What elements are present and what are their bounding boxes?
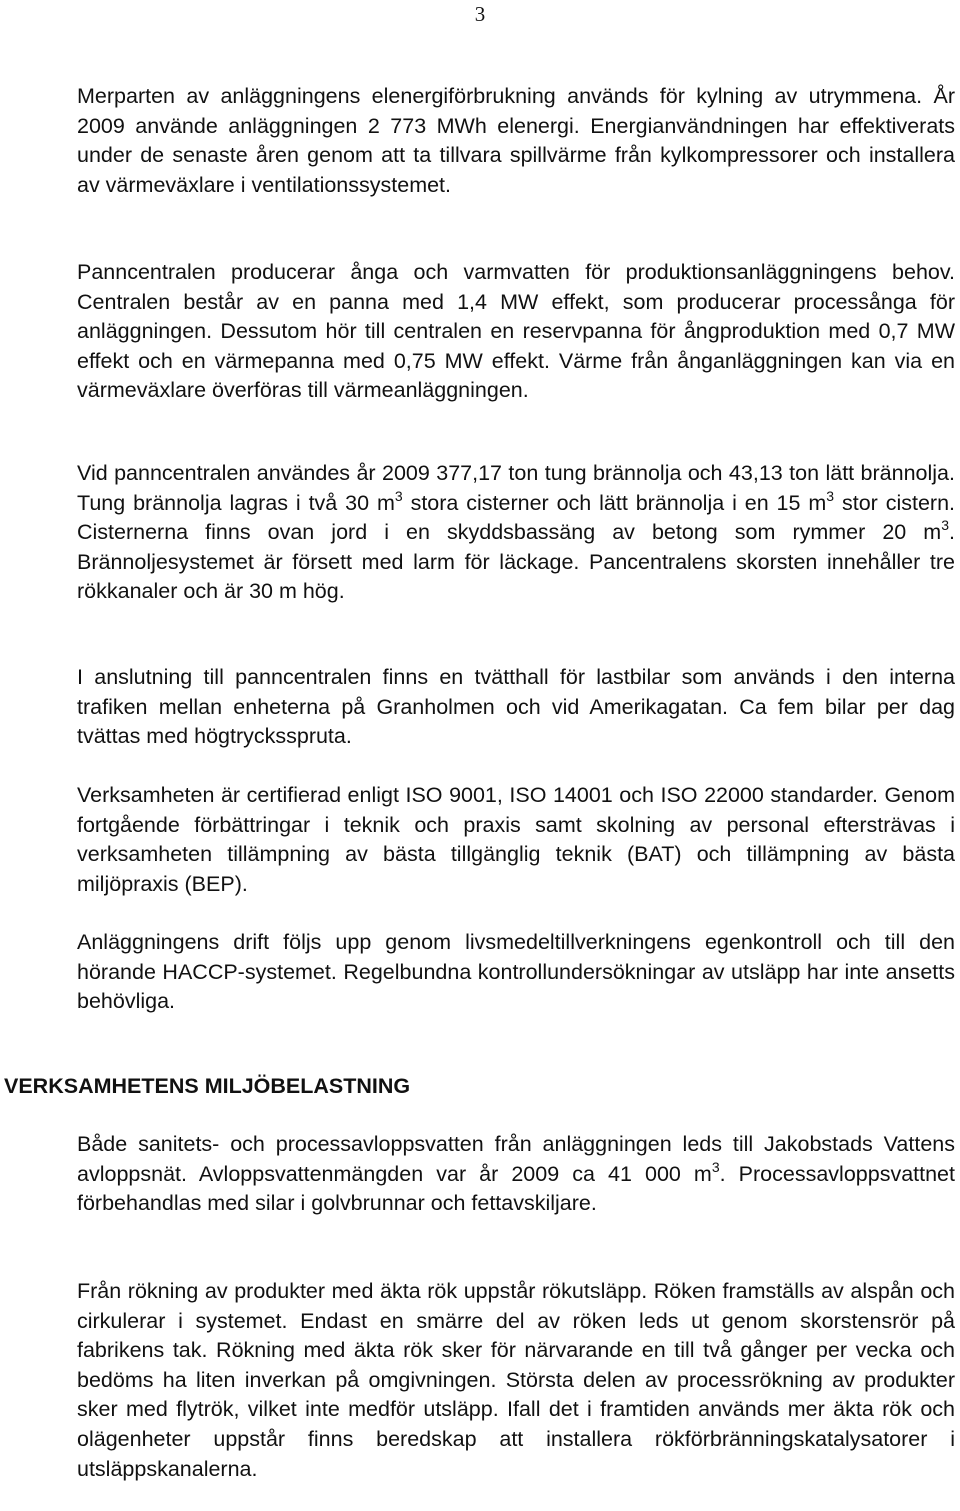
fuel-oil-text-a: Vid panncentralen användes år 2009 377,17 ton tung brännolja och 43,13 ton lätt brännolja. Tung brännolja lagras i två 30 m [77,461,955,515]
superscript-3: 3 [826,487,835,504]
paragraph-smoking: Från rökning av produkter med äkta rök uppstår rökutsläpp. Röken framställs av alspån och cirkulerar i systemet. Endast en smärre del av röken leds ut genom skorstensrör på fabrikens tak. Rökning med äkta rök sker för närvarande en till två gånger per vecka och bedöms ha liten inverkan på omgivningen. Största delen av processrökning av produkter sker med flytrök, vilket inte medför utsläpp. Ifall det i framtiden används mer äkta rök och olägenheter uppstår finns beredskap att installera rökförbränningskatalysatorer i utsläppskanalerna. [77,1279,955,1481]
superscript-3: 3 [394,487,403,504]
page-number: 3 [474,2,486,26]
paragraph-boiler-plant: Panncentralen producerar ånga och varmvatten för produktionsanläggningens behov. Centralen består av en panna med 1,4 MW effekt, som producerar processånga för anläggningen. Dessutom hör till centralen en reservpanna för ångproduktion med 0,7 MW effekt och en värmepanna med 0,75 MW effekt. Värme från ånganläggningen kan via en värmeväxlare överföras till värmeanläggningen. [77,260,955,403]
paragraph-wastewater [77,1130,955,1219]
wastewater-text-b: . Processavloppsvattnet förbehandlas med silar i golvbrunnar och fettavskiljare. [77,1161,955,1216]
fuel-oil-text-b: stora cisterner och lätt brännolja i en 15 m [402,490,827,515]
section-heading: VERKSAMHETENS MILJÖBELASTNING [4,1074,411,1098]
paragraph-wash-hall: I anslutning till panncentralen finns en tvätthall för lastbilar som används i den interna trafiken mellan enheterna på Granholmen och vid Amerikagatan. Ca fem bilar per dag tvättas med högtrycksspruta. [77,665,955,749]
paragraph-certification: Verksamheten är certifierad enligt ISO 9001, ISO 14001 och ISO 22000 standarder. Genom fortgående förbättringar i teknik och praxis samt skolning av personal eftersträvas i verksamheten tillämpning av bästa tillgänglig teknik (BAT) och tillämpning av bästa miljöpraxis (BEP). [77,783,955,896]
superscript-3: 3 [711,1158,720,1175]
superscript-3: 3 [941,517,950,534]
fuel-oil-text-d: . Brännoljesystemet är försett med larm för läckage. Pancentralens skorsten innehåller tre rökkanaler och är 30 m hög. [77,520,955,604]
wastewater-text-a: Både sanitets- och processavloppsvatten från anläggningen leds till Jakobstads Vattens avloppsnät. Avloppsvattenmängden var år 2009 ca 41 000 m [77,1132,955,1186]
paragraph-haccp: Anläggningens drift följs upp genom livsmedeltillverkningens egenkontroll och till den hörande HACCP-systemet. Regelbundna kontrollundersökningar av utsläpp har inte ansetts behövliga. [77,930,955,1014]
fuel-oil-text-c: stor cistern. Cisternerna finns ovan jord i en skyddsbassäng av betong som rymmer 20 m [77,490,956,545]
paragraph-energy-use: Merparten av anläggningens elenergiförbrukning används för kylning av utrymmena. År 2009 använde anläggningen 2 773 MWh elenergi. Energianvändningen har effektiverats under de senaste åren genom att ta tillvara spillvärme från kylkompressorer och installera av värmeväxlare i ventilationssystemet. [77,84,955,197]
paragraph-fuel-oil [77,459,955,607]
